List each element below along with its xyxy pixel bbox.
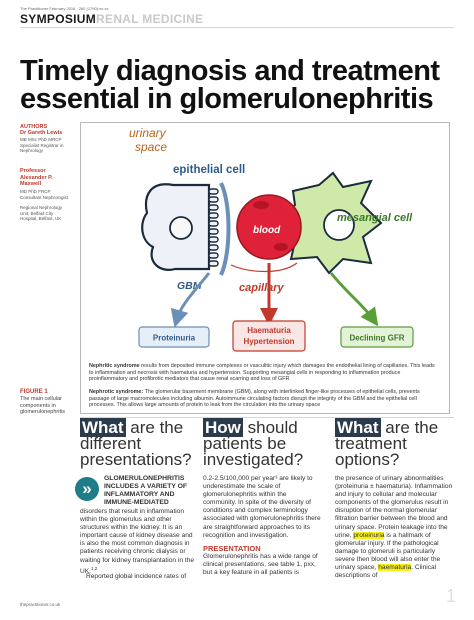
- nephrotic-text: The glomerular basement membrane (GBM), along with interlinked finger-like processes of epithelial cells, prevents passage of large macromolecules including albumin. Autoimmune circulating factors disrupt the integrity of the GBM and the epithelial cell processes. This allows large amounts of protein to leak from the circulation into the urinary space: [89, 389, 420, 409]
- q3-rest: are the treatment options?: [335, 418, 439, 469]
- q3-highlight: What: [337, 418, 379, 437]
- epithelial-nucleus: [170, 217, 192, 239]
- col3-part-a: the presence of urinary abnormalities (proteinuria ± haematuria). Inflammation and injury to cellular and molecular components of the glomerulus result in disruption of the normal glomerular filtration barrier between the blood and urinary space. Protein leakage into the urine,: [335, 475, 453, 539]
- foot-processes: [209, 189, 218, 266]
- nephritic-caption: [89, 363, 439, 383]
- figure-diagram: [80, 122, 450, 414]
- page-number: 1: [446, 586, 457, 606]
- author-1-name: Dr Gareth Lewis: [20, 130, 63, 136]
- arrow-declining-gfr: [331, 273, 373, 319]
- header-rule: [20, 27, 454, 28]
- column-3-text: [335, 475, 453, 580]
- col3-part-c: . Clinical descriptions of: [335, 564, 437, 580]
- highlight-proteinuria[interactable]: proteinuria: [353, 531, 385, 539]
- q2-rest: should patients be investigated?: [203, 418, 304, 469]
- label-haematuria: Haematuria: [247, 326, 291, 335]
- author-2-credentials: MD PhD FRCP Consultant Nephrologist: [20, 189, 69, 200]
- col3-part-b: is a hallmark of glomerular injury. If the pathological damage to glomeruli is particularly severe then blood will also enter the urinary space,: [335, 531, 441, 572]
- running-head: The Practitioner February 2016 ; 260 (1790):xx-xx: [20, 6, 109, 11]
- q1-rest: are the different presentations?: [80, 418, 192, 469]
- chevron-right-icon: »: [75, 477, 99, 501]
- red-cell: [274, 243, 288, 251]
- author-1-credentials: MB MSc PhD MRCP Specialist Registrar in Nephrology: [20, 137, 64, 153]
- glomerulus-diagram: [81, 123, 449, 359]
- section-topic: RENAL MEDICINE: [96, 12, 204, 26]
- q2-highlight: How: [205, 418, 241, 437]
- question-treatment: [335, 420, 455, 468]
- label-blood: blood: [253, 225, 281, 236]
- article-title: Timely diagnosis and treatment essential in glomerulonephritis: [20, 55, 440, 115]
- section-heading: [20, 12, 203, 26]
- author-2-affiliation: Regional Nephrology Unit, Belfast City Hospital, Belfast, UK: [20, 205, 63, 221]
- gbm-membrane: [221, 183, 229, 275]
- label-gbm: GBM: [177, 280, 202, 292]
- label-urinary-space-2: space: [135, 140, 168, 154]
- nephritic-text: results from deposited immune complexes or vasculitic injury which damages the endothelial lining of capillaries. This leads to inflammation and necrosis with haematuria and hypertension. Supporting mesangial cells in responding to inflammation produce proinflammatory and profibrotic mediators that cause renal scarring and loss of GFR: [89, 363, 435, 383]
- col1-citation: 1,2: [91, 565, 98, 571]
- col1-paragraph: disorders that result in inflammation within the glomerulus and other structures within the kidney. It is an important cause of kidney disease and is also the most common diagnosis in patients receiving chronic dialysis or waiting for kidney transplantation in the UK.: [80, 508, 194, 575]
- figure-label: FIGURE 1: [20, 389, 48, 395]
- presentation-heading: PRESENTATION: [203, 544, 261, 553]
- highlight-haematuria[interactable]: haematuria: [378, 564, 412, 572]
- question-presentations: [80, 420, 200, 468]
- column-2-text: 0.2-2.5/100,000 per year³ are likely to underestimate the scale of glomerulonephritis within the community. In spite of the diversity of conditions and complex terminology associated with glomerulonephritis there are straightforward approaches to its recognition and investigation.: [203, 475, 321, 539]
- label-proteinuria: Proteinuria: [152, 333, 196, 343]
- label-capillary: capillary: [239, 282, 284, 294]
- section-symposium: SYMPOSIUM: [20, 12, 97, 26]
- q1-highlight: What: [82, 418, 124, 437]
- figure-caption: The main cellular components in glomerulonephritis: [20, 396, 65, 415]
- label-urinary-space: urinary: [129, 126, 166, 140]
- authors-heading: AUTHORS: [20, 124, 48, 130]
- label-declining-gfr: Declining GFR: [349, 333, 405, 343]
- author-2-name: Professor Alexander P. Maxwell: [20, 168, 53, 187]
- nephrotic-label: Nephrotic syndrome:: [89, 389, 144, 395]
- column-1-text-2: Reported global incidence rates of: [86, 573, 187, 580]
- nephrotic-caption: [89, 389, 439, 409]
- question-investigation: [203, 420, 323, 468]
- red-cell: [253, 201, 269, 209]
- footer-url: thepractitioner.co.uk: [20, 602, 61, 607]
- label-epithelial-cell: epithelial cell: [173, 164, 246, 176]
- column-1-text: [80, 508, 198, 576]
- label-hypertension: Hypertension: [243, 337, 295, 346]
- nephritic-label: Nephritic syndrome: [89, 363, 140, 369]
- label-mesangial-cell: mesangial cell: [337, 212, 413, 224]
- column-2-text-2: Glomerulonephritis has a wide range of clinical presentations, see table 1, pxx, but a key feature in all patients is: [203, 553, 318, 577]
- callout-text: GLOMERULONEPHRITIS INCLUDES A VARIETY OF INFLAMMATORY AND IMMUNE-MEDIATED: [104, 475, 188, 506]
